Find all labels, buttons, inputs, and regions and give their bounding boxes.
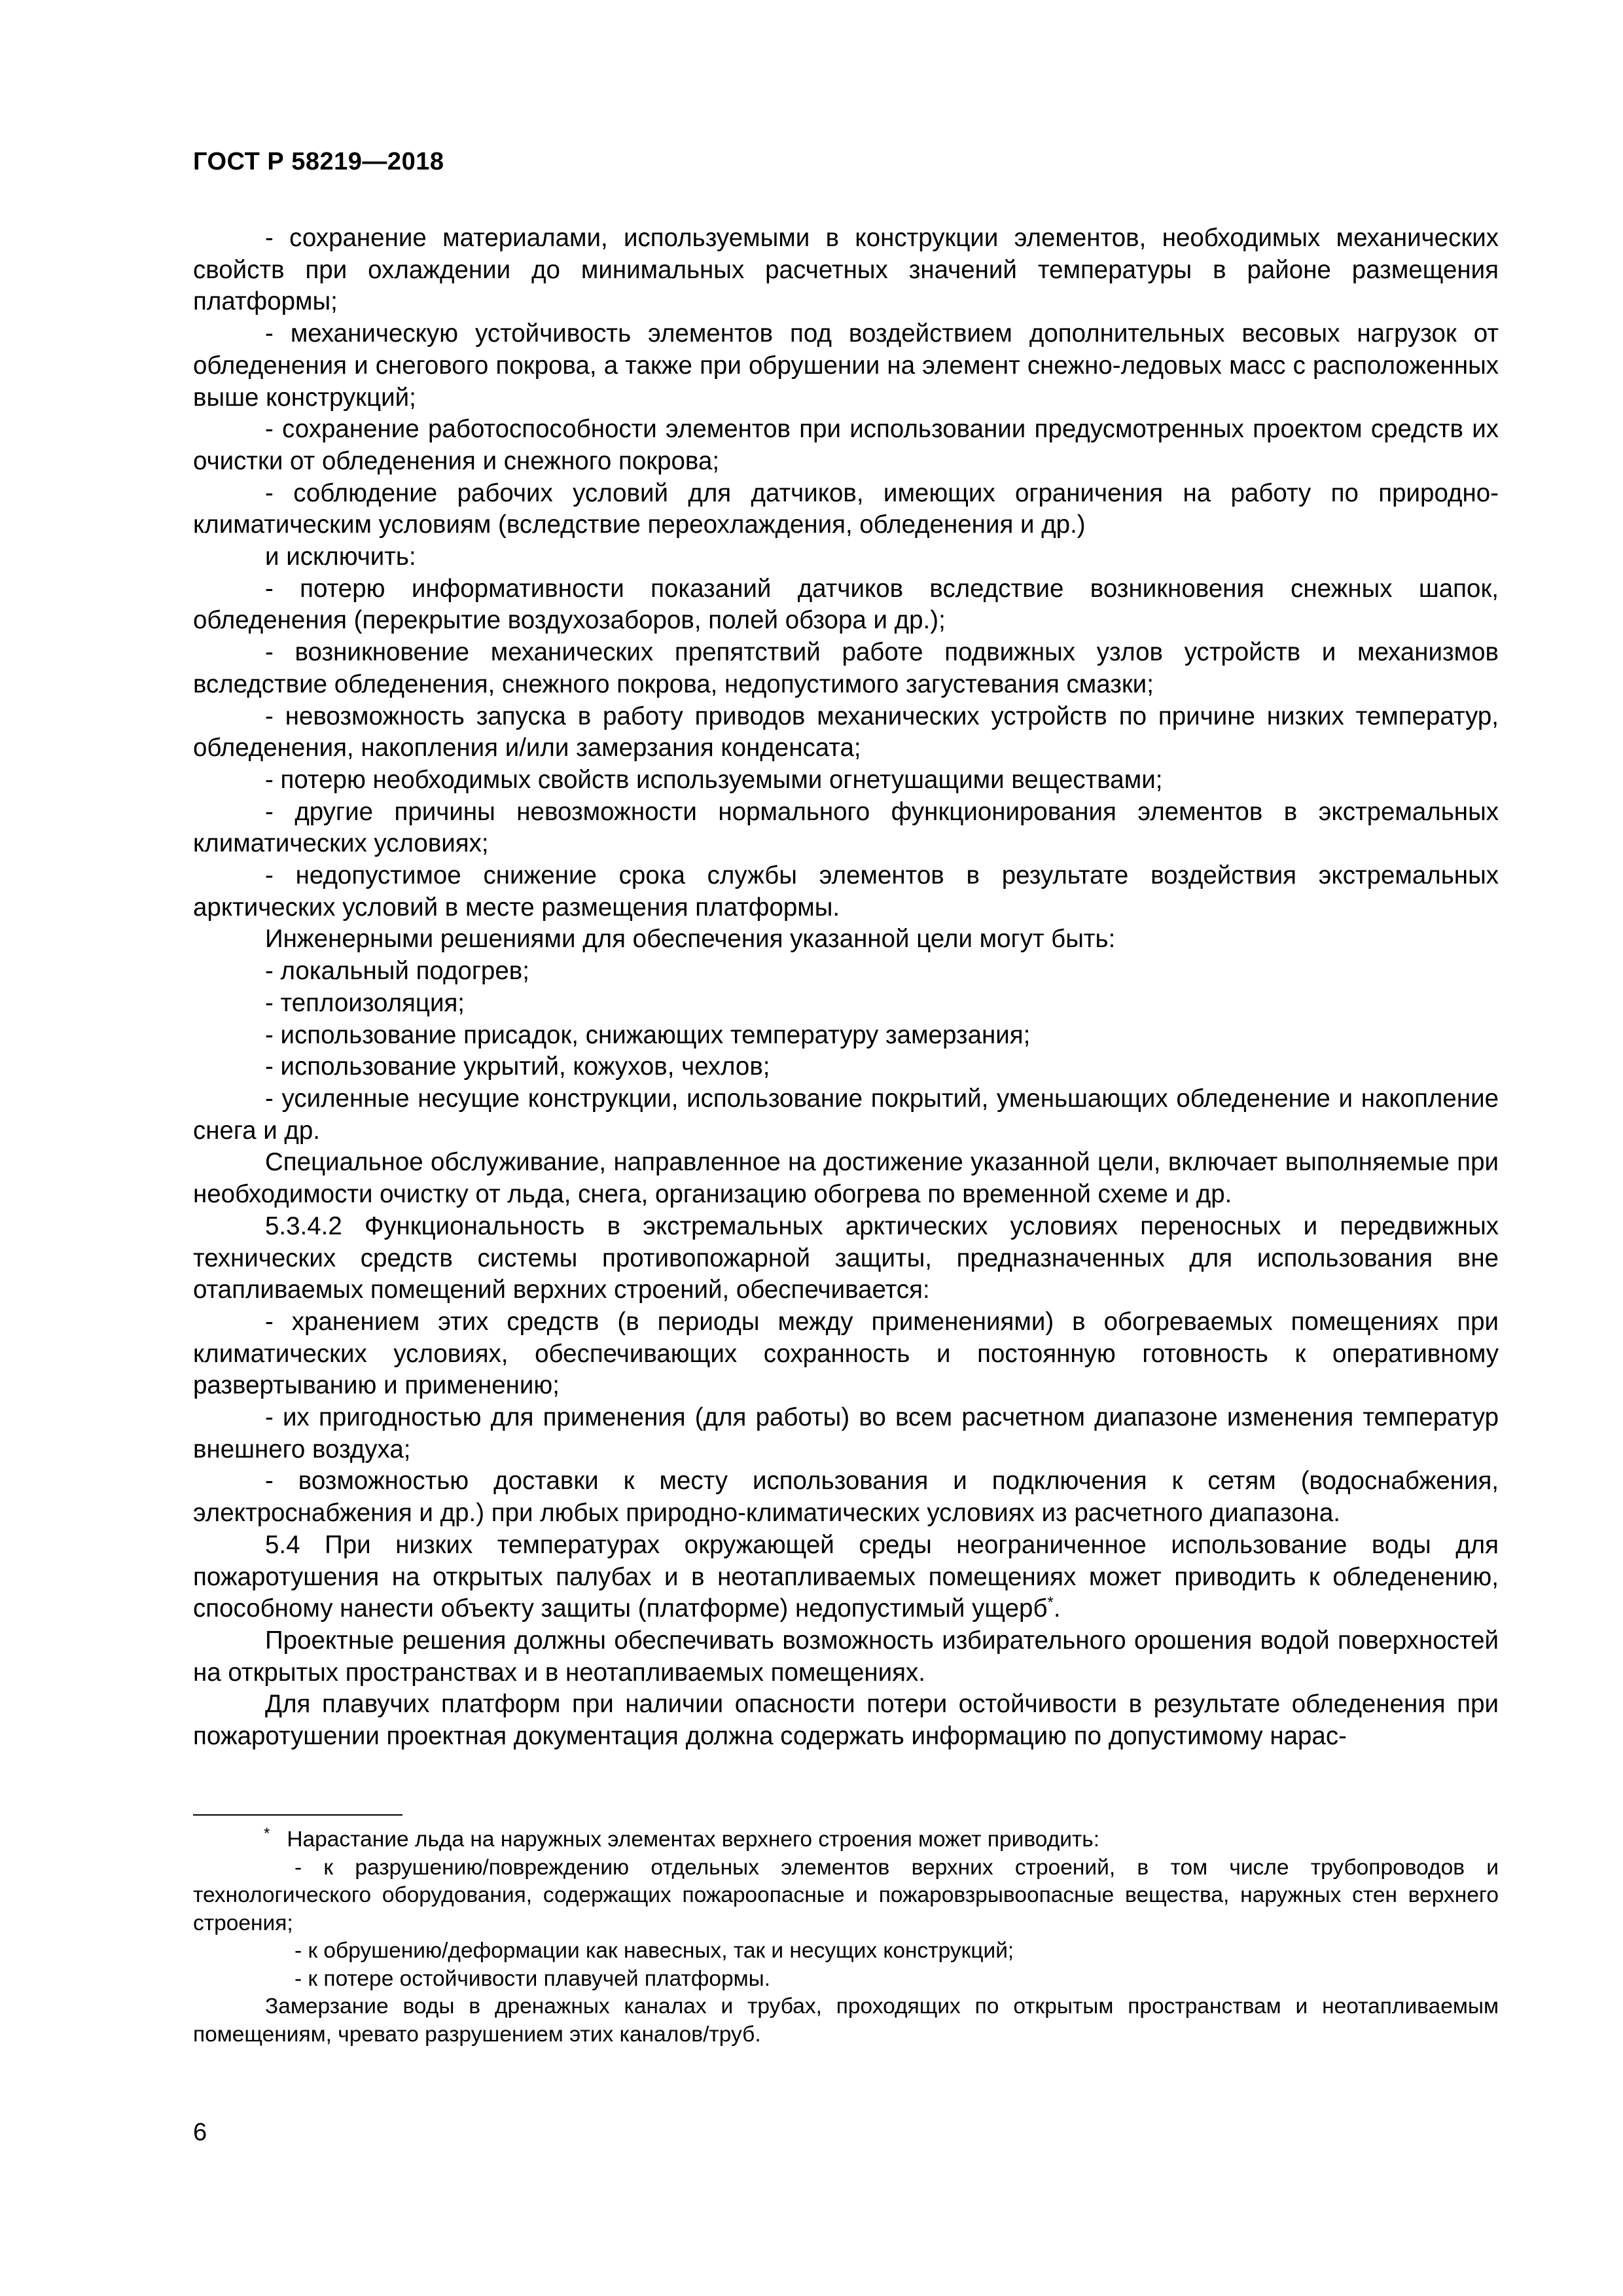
paragraph: 5.3.4.2 Функциональность в экстремальных арктических условиях переносных и передвижных технических средств системы противопожарной защиты, предназначенных для использования вне отапливаемых помещений верхних строений, обеспечивается: bbox=[193, 1211, 1499, 1304]
paragraph: Проектные решения должны обеспечивать возможность избирательного орошения водой поверхностей на открытых пространствах и в неотапливаемых помещениях. bbox=[193, 1626, 1499, 1687]
footnote-line: - к потере остойчивости плавучей платформы. bbox=[294, 1966, 771, 1991]
paragraph: - соблюдение рабочих условий для датчиков, имеющих ограничения на работу по природно-климатическим условиям (вследствие переохлаждения, обледенения и др.) bbox=[193, 478, 1499, 539]
paragraph: - другие причины невозможности нормального функционирования элементов в экстремальных климатических условиях; bbox=[193, 797, 1499, 858]
footnote-reference-mark[interactable]: * bbox=[1047, 1594, 1054, 1612]
paragraph: - использование укрытий, кожухов, чехлов; bbox=[265, 1052, 770, 1081]
paragraph: - механическую устойчивость элементов под воздействием дополнительных весовых нагрузок от обледенения и снегового покрова, а также при обрушении на элемент снежно-ледовых масс с расположенных выше конструкций; bbox=[193, 319, 1499, 412]
paragraph: - возможностью доставки к месту использования и подключения к сетям (водоснабжения, электроснабжения и др.) при любых природно-климатических условиях из расчетного диапазона. bbox=[193, 1467, 1499, 1528]
paragraph: - локальный подогрев; bbox=[265, 957, 529, 986]
footnote-divider bbox=[193, 1814, 402, 1816]
paragraph: - невозможность запуска в работу приводов механических устройств по причине низких температур, обледенения, накопления и/или замерзания конденсата; bbox=[193, 702, 1499, 762]
paragraph: Для плавучих платформ при наличии опасности потери остойчивости в результате обледенения при пожаротушении проектная документация должна содержать информацию по допустимому нарас- bbox=[193, 1690, 1499, 1751]
paragraph: - сохранение материалами, используемыми в конструкции элементов, необходимых механических свойств при охлаждении до минимальных расчетных значений температуры в районе размещения платформы; bbox=[193, 224, 1499, 316]
footnote-block bbox=[193, 1826, 1499, 2049]
paragraph: - усиленные несущие конструкции, использование покрытий, уменьшающих обледенение и накопление снега и др. bbox=[193, 1084, 1499, 1145]
footnote-mark: * bbox=[264, 1824, 270, 1842]
paragraph: Специальное обслуживание, направленное на достижение указанной цели, включает выполняемые при необходимости очистку от льда, снега, организацию обогрева по временной схеме и др. bbox=[193, 1148, 1499, 1209]
footnote-line: - к разрушению/повреждению отдельных элементов верхних строений, в том числе трубопроводов и технологического оборудования, содержащих пожароопасные и пожаровзрывоопасные вещества, наружных стен верхнего строения; bbox=[193, 1855, 1499, 1935]
paragraph-text: 5.4 При низких температурах окружающей среды неограниченное использование воды для пожаротушения на открытых палубах и в неотапливаемых помещениях может приводить к обледенению, способному нанести объекту защиты (платформе) недопустимый ущерб bbox=[193, 1530, 1499, 1623]
paragraph: и исключить: bbox=[265, 543, 416, 571]
paragraph: - теплоизоляция; bbox=[265, 988, 465, 1017]
footnote-line: - к обрушению/деформации как навесных, так и несущих конструкций; bbox=[294, 1939, 1014, 1963]
paragraph-with-footnote-ref: 5.4 При низких температурах окружающей среды неограниченное использование воды для пожаротушения на открытых палубах и в неотапливаемых помещениях может приводить к обледенению, способному нанести объекту защиты (платформе) недопустимый ущерб*. bbox=[193, 1530, 1499, 1623]
paragraph: - хранением этих средств (в периоды между применениями) в обогреваемых помещениях при климатических условиях, обеспечивающих сохранность и постоянную готовность к оперативному развертыванию и применению; bbox=[193, 1307, 1499, 1400]
page-number: 6 bbox=[193, 2119, 207, 2146]
paragraph: - возникновение механических препятствий работе подвижных узлов устройств и механизмов вследствие обледенения, снежного покрова, недопустимого загустевания смазки; bbox=[193, 638, 1499, 698]
footnote-line: Замерзание воды в дренажных каналах и трубах, проходящих по открытым пространствам и неотапливаемым помещениям, чревато разрушением этих каналов/труб. bbox=[193, 1994, 1499, 2047]
paragraph: - потерю информативности показаний датчиков вследствие возникновения снежных шапок, обледенения (перекрытие воздухозаборов, полей обзора и др.); bbox=[193, 574, 1499, 635]
paragraph: - потерю необходимых свойств используемыми огнетушащими веществами; bbox=[265, 765, 1163, 794]
paragraph: Инженерными решениями для обеспечения указанной цели могут быть: bbox=[265, 925, 1116, 954]
document-header: ГОСТ Р 58219—2018 bbox=[193, 148, 444, 175]
paragraph: - использование присадок, снижающих температуру замерзания; bbox=[265, 1020, 1031, 1049]
paragraph: - их пригодностью для применения (для работы) во всем расчетном диапазоне изменения температур внешнего воздуха; bbox=[193, 1403, 1499, 1463]
footnote-text: Нарастание льда на наружных элементах верхнего строения может приводить: bbox=[287, 1827, 1100, 1852]
paragraph: - сохранение работоспособности элементов при использовании предусмотренных проектом средств их очистки от обледенения и снежного покрова; bbox=[193, 415, 1499, 475]
paragraph: - недопустимое снижение срока службы элементов в результате воздействия экстремальных арктических условий в месте размещения платформы. bbox=[193, 861, 1499, 922]
document-body bbox=[193, 223, 1499, 1753]
footnote-line bbox=[193, 1826, 1499, 1854]
